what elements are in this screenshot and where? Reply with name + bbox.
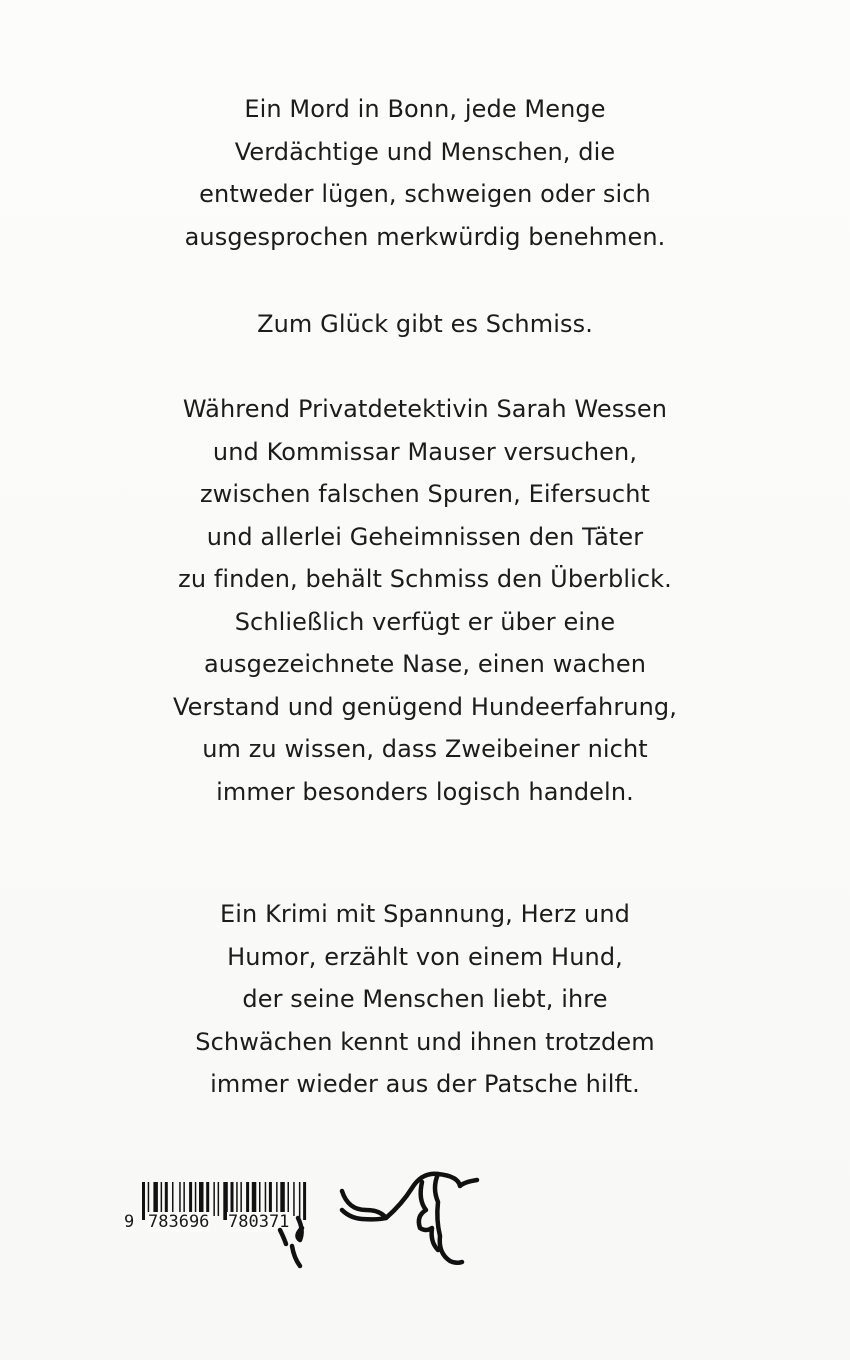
blurb-line: um zu wissen, dass Zweibeiner nicht xyxy=(202,735,648,763)
blurb-line: immer besonders logisch handeln. xyxy=(216,777,634,806)
barcode-bar xyxy=(259,1182,261,1216)
barcode-bar xyxy=(161,1182,163,1216)
blurb-line: Schwächen kennt und ihnen trotzdem xyxy=(195,1027,655,1056)
blurb-line: und allerlei Geheimnissen den Täter xyxy=(206,522,644,551)
blurb-line: entweder lügen, schweigen oder sich xyxy=(199,180,651,208)
barcode-bar xyxy=(213,1182,215,1216)
barcode-bar xyxy=(195,1182,197,1216)
barcode-bar xyxy=(172,1182,174,1216)
blurb-line: ausgesprochen merkwürdig benehmen. xyxy=(184,222,666,251)
blurb-line: zu finden, behält Schmiss den Überblick. xyxy=(178,565,672,593)
dog-line-drawing-icon xyxy=(262,1158,487,1278)
barcode-bar xyxy=(153,1182,158,1216)
barcode-bar xyxy=(165,1182,168,1216)
barcode-bar xyxy=(189,1182,192,1216)
barcode-bar xyxy=(252,1182,256,1216)
barcode-right-group: 780371 xyxy=(228,1212,290,1232)
barcode-bar xyxy=(183,1182,185,1216)
barcode-bar xyxy=(236,1182,238,1216)
blurb-line: Schließlich verfügt er über eine xyxy=(234,607,616,636)
blurb-line: und Kommissar Mauser versuchen, xyxy=(212,437,638,466)
barcode-lead-digit: 9 xyxy=(124,1212,135,1232)
blurb-line: Während Privatdetektivin Sarah Wessen xyxy=(182,395,668,423)
barcode-bar xyxy=(199,1182,204,1216)
blurb-tagline xyxy=(0,303,850,346)
blurb-intro xyxy=(0,88,850,258)
barcode-bar xyxy=(246,1182,249,1216)
blurb-line: Verdächtige und Menschen, die xyxy=(234,137,616,166)
blurb-line: der seine Menschen liebt, ihre xyxy=(242,985,608,1013)
blurb-line: zwischen falschen Spuren, Eifersucht xyxy=(199,480,651,508)
blurb-story xyxy=(0,388,850,813)
barcode-left-group: 783696 xyxy=(148,1212,210,1232)
blurb-closing xyxy=(0,893,850,1106)
blurb-line: Humor, erzählt von einem Hund, xyxy=(227,942,623,971)
blurb-line: immer wieder aus der Patsche hilft. xyxy=(210,1070,640,1098)
blurb-line: Ein Krimi mit Spannung, Herz und xyxy=(220,900,630,928)
barcode-bar xyxy=(240,1182,242,1216)
blurb-line: ausgezeichnete Nase, einen wachen xyxy=(203,650,647,678)
barcode-bar xyxy=(179,1182,181,1216)
tagline-text: Zum Glück gibt es Schmiss. xyxy=(257,310,593,338)
blurb-line: Ein Mord in Bonn, jede Menge xyxy=(244,95,606,123)
blurb-line: Verstand und genügend Hundeerfahrung, xyxy=(173,692,677,721)
barcode-bar xyxy=(218,1182,220,1216)
barcode-bar xyxy=(206,1182,209,1216)
